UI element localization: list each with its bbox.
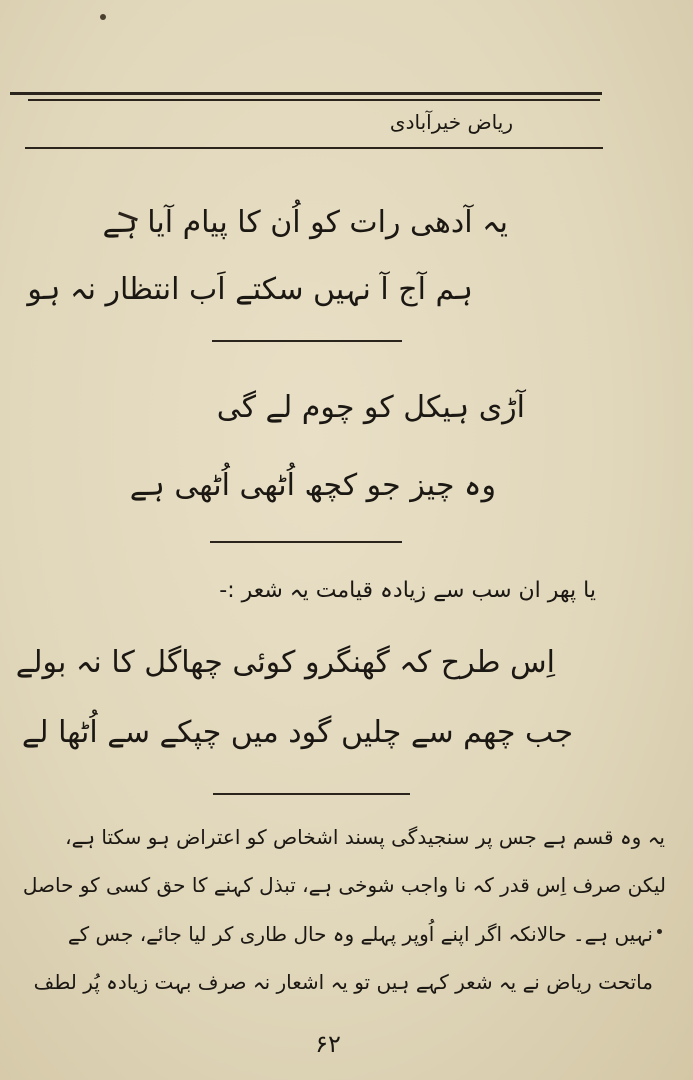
verse-line-6: جب چھم سے چلیں گود میں چپکے سے اُٹھا لے [21,715,573,750]
margin-dot [657,929,662,934]
section-divider-3 [213,793,410,795]
running-head: ریاض خیرآبادی [389,110,513,134]
page-number: ۶۲ [315,1030,341,1058]
verse-line-3: آڑی ہیکل کو چوم لے گی [216,390,525,425]
intro-line: یا پھر ان سب سے زیادہ قیامت یہ شعر :- [219,578,596,603]
verse-line-2: ہم آج آ نہیں سکتے اَب انتظار نہ ہو [27,272,473,307]
verse-line-1: یہ آدھی رات کو اُن کا پیام آیا ہے [102,205,508,240]
prose-line-2: لیکن صرف اِس قدر کہ نا واجب شوخی ہے، تبذل کہنے کا حق کسی کو حاصل [22,873,666,897]
header-rule-top [10,92,602,95]
section-divider-2 [210,541,402,543]
prose-line-3: نہیں ہے۔ حالانکہ اگر اپنے اُوپر پہلے وہ حال طاری کر لیا جائے، جس کے [67,922,653,946]
header-rule-bottom [25,147,603,149]
verse-line-4: وہ چیز جو کچھ اُٹھی اُٹھی ہے [129,468,496,503]
ink-speck [100,14,106,20]
verse-line-5: اِس طرح کہ گھنگرو کوئی چھاگل کا نہ بولے [15,645,555,680]
prose-line-1: یہ وہ قسم ہے جس پر سنجیدگی پسند اشخاص کو اعتراض ہو سکتا ہے، [65,825,665,849]
section-divider-1 [212,340,402,342]
header-rule-top-thin [28,99,600,101]
prose-line-4: ماتحت ریاض نے یہ شعر کہے ہیں تو یہ اشعار نہ صرف بہت زیادہ پُر لطف [33,970,653,994]
